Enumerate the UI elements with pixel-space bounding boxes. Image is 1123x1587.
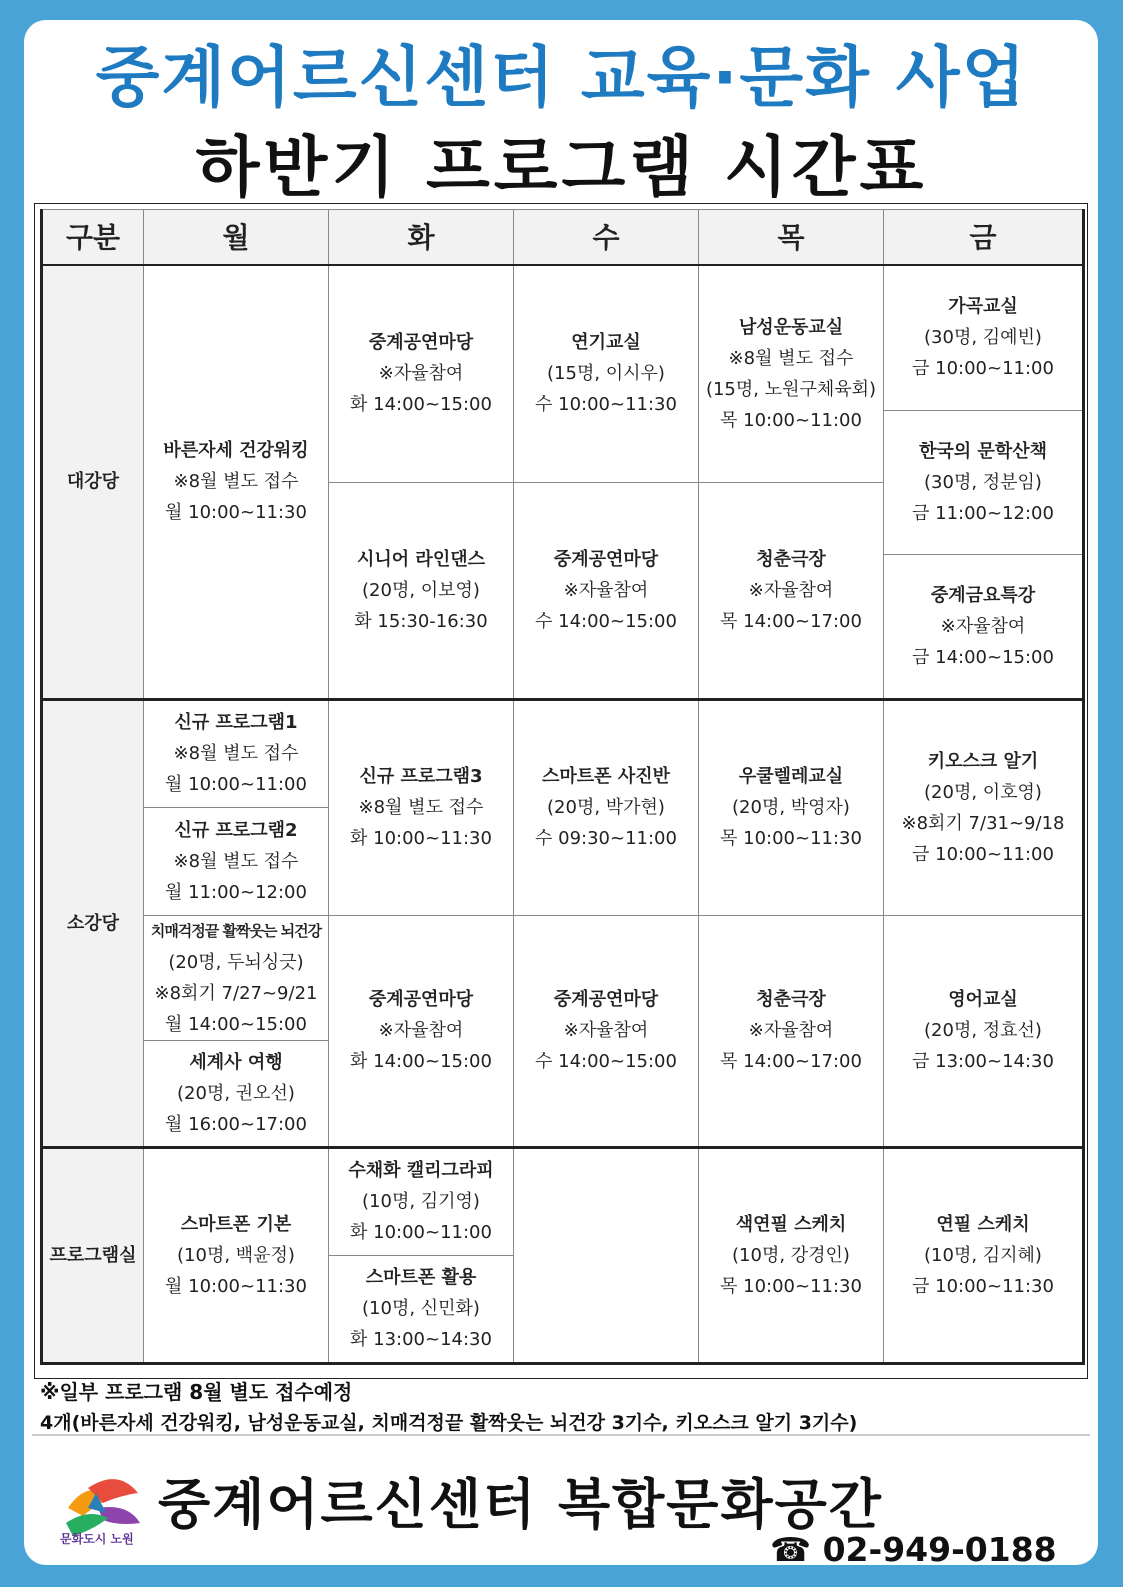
program-time: 목 10:00~11:30 xyxy=(720,828,862,849)
program-info: (30명, 정분임) xyxy=(924,471,1042,493)
program-info: ※8회기 7/27~9/21 xyxy=(154,982,318,1004)
program-time: 수 10:00~11:30 xyxy=(535,394,677,416)
cell-mh-fri1 xyxy=(884,265,1084,410)
small-hall-row xyxy=(42,699,1084,807)
program-info: ※8월 별도 접수 xyxy=(358,797,484,818)
program-time: 화 13:00~14:30 xyxy=(350,1329,492,1350)
cell-pr-mon xyxy=(144,1147,329,1363)
program-info: ※자율참여 xyxy=(378,1020,464,1041)
program-info: ※자율참여 xyxy=(748,1020,834,1041)
cell-sh-mon4 xyxy=(144,1040,329,1147)
program-time: 금 13:00~14:30 xyxy=(912,1051,1054,1072)
program-info: (20명, 박가현) xyxy=(547,797,665,818)
program-info: (15명, 노원구체육회) xyxy=(705,378,877,400)
room-main-hall: 대강당 xyxy=(42,265,144,699)
program-name: 중계공연마당 xyxy=(368,989,474,1010)
program-info: ※자율참여 xyxy=(563,1020,649,1041)
timetable xyxy=(40,209,1085,1365)
program-name: 바른자세 건강워킹 xyxy=(163,440,309,462)
program-info: ※8월 별도 접수 xyxy=(728,347,854,369)
program-time: 화 10:00~11:00 xyxy=(350,1222,492,1243)
program-info: ※자율참여 xyxy=(748,579,834,601)
program-name: 중계공연마당 xyxy=(553,548,659,570)
program-name: 영어교실 xyxy=(948,989,1018,1010)
program-time: 목 10:00~11:30 xyxy=(720,1275,862,1297)
cell-pr-thu xyxy=(699,1147,884,1363)
program-name: 신규 프로그램3 xyxy=(359,766,483,787)
program-time: 월 10:00~11:00 xyxy=(165,774,307,795)
room-small-hall: 소강당 xyxy=(42,699,144,1147)
program-time: 화 10:00~11:30 xyxy=(350,828,492,849)
program-name: 우쿨렐레교실 xyxy=(738,766,844,787)
cell-sh-mon3 xyxy=(144,915,329,1040)
footnote xyxy=(40,1377,1080,1439)
divider xyxy=(32,1434,1090,1436)
program-name: 스마트폰 활용 xyxy=(365,1267,477,1288)
cell-pr-fri xyxy=(884,1147,1084,1363)
program-name: 수채화 캘리그라피 xyxy=(348,1160,494,1181)
header-day-tue: 화 xyxy=(329,210,514,266)
cell-sh-tue2 xyxy=(329,915,514,1147)
program-info: ※8월 별도 접수 xyxy=(173,850,299,872)
program-time: 금 11:00~12:00 xyxy=(912,502,1054,524)
footnote-line1: ※일부 프로그램 8월 별도 접수예정 xyxy=(40,1380,353,1404)
cell-sh-thu2 xyxy=(699,915,884,1147)
header-day-mon: 월 xyxy=(144,210,329,266)
header-day-thu: 목 xyxy=(699,210,884,266)
program-info: (10명, 신민화) xyxy=(362,1298,480,1319)
program-time: 월 10:00~11:30 xyxy=(165,1275,307,1297)
program-info: (15명, 이시우) xyxy=(547,363,665,385)
program-name: 스마트폰 사진반 xyxy=(542,766,670,787)
cell-sh-tue1 xyxy=(329,699,514,915)
program-time: 목 10:00~11:00 xyxy=(720,409,862,431)
cell-mh-thu2 xyxy=(699,482,884,699)
program-time: 화 14:00~15:00 xyxy=(350,1051,492,1072)
logo-text: 문화도시 노원 xyxy=(60,1532,134,1546)
program-name: 청춘극장 xyxy=(756,548,826,570)
cell-pr-wed-empty xyxy=(514,1147,699,1363)
cell-sh-wed1 xyxy=(514,699,699,915)
header-category: 구분 xyxy=(42,210,144,266)
program-time: 월 11:00~12:00 xyxy=(165,881,307,903)
program-name: 세계사 여행 xyxy=(189,1051,283,1073)
cell-mh-fri2 xyxy=(884,410,1084,554)
program-time: 수 14:00~15:00 xyxy=(535,610,677,632)
program-info: ※자율참여 xyxy=(378,363,464,385)
phone-number: ☎ 02-949-0188 xyxy=(770,1530,1057,1569)
header-day-wed: 수 xyxy=(514,210,699,266)
cell-sh-thu1 xyxy=(699,699,884,915)
program-info: ※자율참여 xyxy=(940,615,1026,637)
program-name: 중계공연마당 xyxy=(368,332,474,354)
program-time: 월 14:00~15:00 xyxy=(165,1013,307,1035)
program-time: 금 10:00~11:00 xyxy=(912,843,1054,865)
program-time: 화 14:00~15:00 xyxy=(350,394,492,416)
program-name: 중계금요특강 xyxy=(930,584,1036,606)
program-name: 연필 스케치 xyxy=(936,1213,1030,1235)
poster-title: 중계어르신센터 교육·문화 사업 xyxy=(95,39,1028,116)
program-time: 수 09:30~11:00 xyxy=(535,828,677,849)
program-name: 한국의 문학산책 xyxy=(919,440,1047,462)
program-info: (20명, 두뇌싱긋) xyxy=(168,951,304,973)
cell-mh-tue2 xyxy=(329,482,514,699)
cell-sh-fri2 xyxy=(884,915,1084,1147)
program-name: 청춘극장 xyxy=(756,989,826,1010)
header-day-fri: 금 xyxy=(884,210,1084,266)
program-info: (20명, 이보영) xyxy=(362,579,480,601)
program-name: 연기교실 xyxy=(571,332,641,354)
program-room-row xyxy=(42,1147,1084,1255)
program-name: 중계공연마당 xyxy=(553,989,659,1010)
cell-sh-mon2 xyxy=(144,807,329,915)
program-time: 화 15:30-16:30 xyxy=(354,610,488,632)
room-program-room: 프로그램실 xyxy=(42,1147,144,1363)
cell-mh-wed1 xyxy=(514,265,699,482)
program-name: 가곡교실 xyxy=(948,296,1018,318)
main-hall-row xyxy=(42,265,1084,410)
cell-mh-tue1 xyxy=(329,265,514,482)
center-name: 중계어르신센터 복합문화공간 xyxy=(158,1473,883,1536)
program-name: 치매걱정끝 활짝웃는 뇌건강 xyxy=(150,921,322,940)
program-info: (20명, 박영자) xyxy=(732,797,850,818)
cell-sh-mon1 xyxy=(144,699,329,807)
program-time: 월 10:00~11:30 xyxy=(165,502,307,524)
program-info: (10명, 백윤정) xyxy=(177,1244,295,1266)
program-time: 월 16:00~17:00 xyxy=(165,1113,307,1135)
program-info: (30명, 김예빈) xyxy=(924,327,1042,349)
cell-pr-tue1 xyxy=(329,1147,514,1255)
program-info: ※8월 별도 접수 xyxy=(173,743,299,764)
program-info: (20명, 정효선) xyxy=(924,1020,1042,1041)
program-time: 수 14:00~15:00 xyxy=(535,1051,677,1072)
poster-subtitle: 하반기 프로그램 시간표 xyxy=(195,129,928,206)
program-info: ※8월 별도 접수 xyxy=(173,471,299,493)
cell-mh-mon xyxy=(144,265,329,699)
program-info: (10명, 김기영) xyxy=(362,1191,480,1212)
cell-pr-tue2 xyxy=(329,1255,514,1363)
cell-mh-fri3 xyxy=(884,554,1084,699)
program-name: 남성운동교실 xyxy=(738,316,844,338)
cell-mh-thu1 xyxy=(699,265,884,482)
program-info: (10명, 강경인) xyxy=(732,1244,850,1266)
cell-sh-fri1 xyxy=(884,699,1084,915)
cell-sh-wed2 xyxy=(514,915,699,1147)
footnote-line2: 4개(바른자세 건강워킹, 남성운동교실, 치매걱정끝 활짝웃는 뇌건강 3기수, 키오스크 알기 3기수) xyxy=(40,1412,858,1434)
program-info: ※자율참여 xyxy=(563,579,649,601)
small-hall-row xyxy=(42,915,1084,1040)
program-info: (10명, 김지혜) xyxy=(924,1244,1042,1266)
program-time: 금 10:00~11:30 xyxy=(912,1275,1054,1297)
program-name: 시니어 라인댄스 xyxy=(357,548,485,570)
program-name: 색연필 스케치 xyxy=(735,1213,847,1235)
header-row xyxy=(42,210,1084,266)
program-time: 목 14:00~17:00 xyxy=(720,610,862,632)
program-info: (20명, 권오선) xyxy=(177,1082,295,1104)
program-name: 신규 프로그램2 xyxy=(174,819,298,841)
program-time: 목 14:00~17:00 xyxy=(720,1051,862,1072)
program-name: 스마트폰 기본 xyxy=(180,1213,292,1235)
program-time: 금 10:00~11:00 xyxy=(912,358,1054,380)
program-info: (20명, 이호영) xyxy=(924,781,1042,803)
program-time: 금 14:00~15:00 xyxy=(912,646,1054,668)
program-name: 키오스크 알기 xyxy=(927,750,1039,772)
program-info: ※8회기 7/31~9/18 xyxy=(901,812,1065,834)
cell-mh-wed2 xyxy=(514,482,699,699)
program-name: 신규 프로그램1 xyxy=(174,712,298,733)
